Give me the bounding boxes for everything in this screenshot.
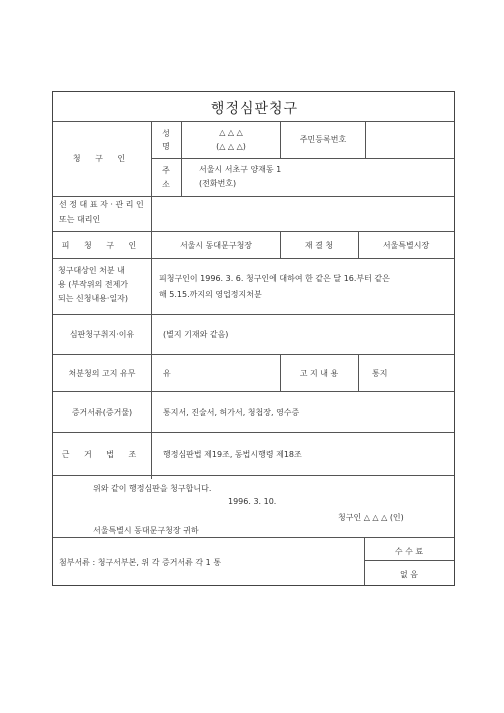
rule-evidence <box>53 432 454 433</box>
col-id-label-left <box>280 121 281 158</box>
col-sublabel-divider <box>181 121 182 196</box>
address-label-2: 소 <box>162 180 170 189</box>
rule-legal-basis <box>53 475 454 476</box>
legal-basis-value: 행정심판법 제19조, 동법시행령 제18조 <box>163 450 302 459</box>
decider-label: 재 결 청 <box>304 241 334 250</box>
rule-title <box>53 121 454 122</box>
col-decider-left <box>280 231 281 258</box>
respondent-value: 서울시 동대문구청장 <box>179 241 253 250</box>
statement-signature: 청구인 △ △ △ (인) <box>338 513 404 522</box>
respondent-label: 피 청 구 인 <box>61 241 143 250</box>
rule-statement <box>53 537 454 538</box>
disposition-label-1: 청구대상인 처분 내 <box>58 266 125 275</box>
disposition-label-2: 용 (부작위의 전제가 <box>58 280 129 289</box>
claimant-address: 서울시 서초구 양재동 1 <box>199 165 282 174</box>
form-title: 행정심판청구 <box>210 101 299 117</box>
col-fee-divider <box>364 537 365 585</box>
fee-label: 수 수 료 <box>394 547 424 556</box>
rule-fee <box>364 560 454 561</box>
address-label-1: 주 <box>162 166 170 175</box>
fee-value: 없 음 <box>400 570 418 579</box>
col-notice-left <box>280 354 281 391</box>
administrative-appeal-form <box>52 91 455 586</box>
disposition-label-3: 되는 신청내용·일자) <box>58 294 129 303</box>
notice-content-label: 고 지 내 용 <box>299 369 339 378</box>
notice-label: 처분청의 고지 유무 <box>68 369 136 378</box>
representative-label-1: 선 정 대 표 자 · 관 리 인 <box>59 200 144 209</box>
name-label-2: 명 <box>162 142 170 151</box>
col-decider-right <box>358 231 359 258</box>
reason-value: (별지 기재와 같음) <box>163 330 229 339</box>
attachments-text: 첨부서류 : 청구서부본, 위 각 증거서류 각 1 통 <box>59 558 222 567</box>
statement-date: 1996. 3. 10. <box>228 497 277 506</box>
statement-text: 위와 같이 행정심판을 청구합니다. <box>93 484 212 493</box>
decider-value: 서울특별시장 <box>382 241 430 250</box>
rule-notice <box>53 391 454 392</box>
claimant-phone: (전화번호) <box>199 179 237 188</box>
col-label-divider <box>151 121 152 479</box>
rule-claimant <box>53 196 454 197</box>
name-label-1: 성 <box>162 129 170 138</box>
rule-respondent <box>53 258 454 259</box>
notice-content-value: 통지 <box>372 369 388 378</box>
disposition-value-1: 피청구인이 1996. 3. 6. 청구인에 대하여 한 같은 달 16.부터 같은 <box>159 274 390 283</box>
rule-reason <box>53 354 454 355</box>
claimant-name-alt: (△ △ △) <box>216 142 246 151</box>
rule-representative <box>53 231 454 232</box>
resident-id-label: 주민등록번호 <box>299 135 347 144</box>
rule-disposition <box>53 314 454 315</box>
disposition-value-2: 해 5.15.까지의 영업정지처분 <box>159 290 262 299</box>
evidence-label: 증거서류(증거물) <box>71 408 133 417</box>
rule-claimant-mid <box>151 158 454 159</box>
notice-value: 유 <box>163 369 171 378</box>
col-id-label-right <box>365 121 366 158</box>
reason-label: 심판청구취지·이유 <box>69 330 135 339</box>
col-notice-right <box>358 354 359 391</box>
legal-basis-label: 근 거 법 조 <box>61 450 143 459</box>
claimant-label: 청 구 인 <box>72 154 132 163</box>
representative-label-2: 또는 대리인 <box>59 215 101 224</box>
evidence-value: 통지서, 진술서, 허가서, 청첩장, 영수증 <box>163 408 300 417</box>
statement-recipient: 서울특별시 동대문구청장 귀하 <box>93 526 199 535</box>
claimant-name: △ △ △ <box>219 128 243 137</box>
